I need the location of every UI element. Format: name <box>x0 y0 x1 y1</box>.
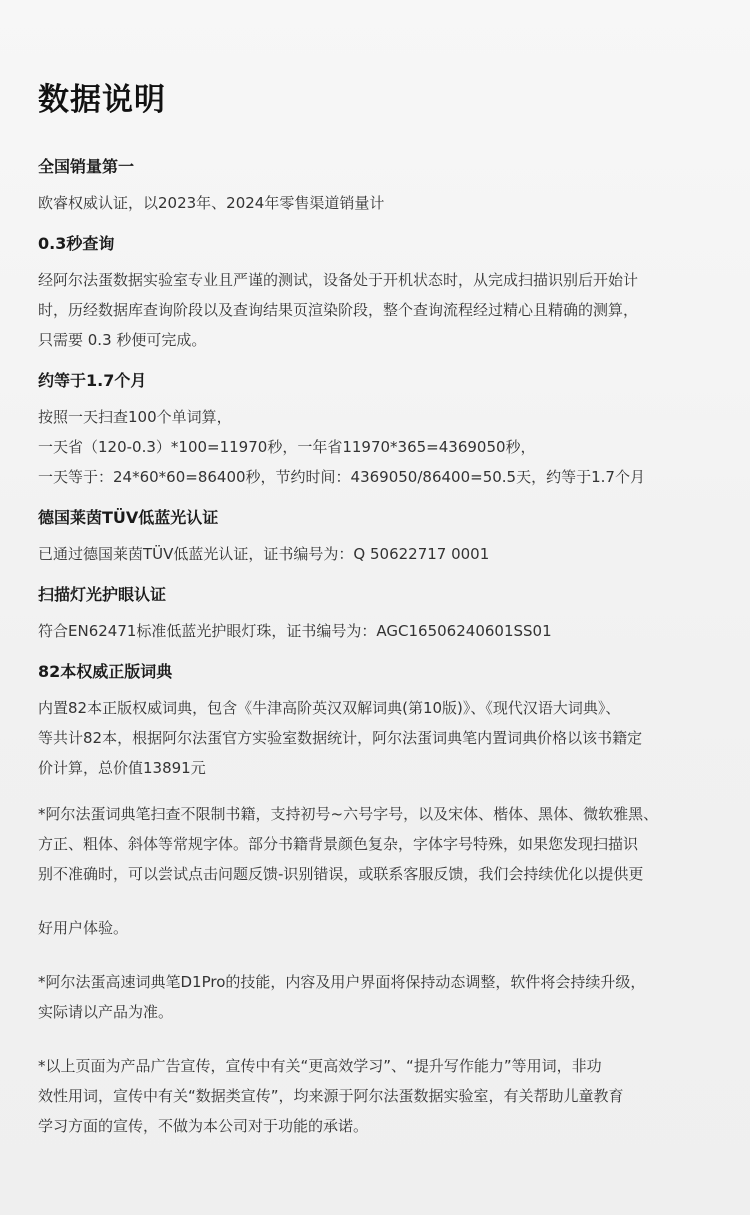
section-text-line: 内置82本正版权威词典，包含《牛津高阶英汉双解词典(第10版)》、《现代汉语大词典》、 <box>38 699 621 717</box>
section-dictionaries <box>38 659 710 783</box>
section-text-line: 时，历经数据库查询阶段以及查询结果页渲染阶段，整个查询流程经过精心且精确的测算， <box>38 301 639 319</box>
page-title: 数据说明 <box>38 82 166 118</box>
section-text-line: 只需要 0.3 秒便可完成。 <box>38 331 207 349</box>
section-text-line: 价计算，总价值13891元 <box>38 759 206 777</box>
section-heading: 82本权威正版词典 <box>38 662 173 681</box>
section-text-line: 欧睿权威认证，以2023年、2024年零售渠道销量计 <box>38 194 385 212</box>
section-heading: 0.3秒查询 <box>38 234 115 253</box>
note-text-line: *阿尔法蛋词典笔扫查不限制书籍，支持初号~六号字号，以及宋体、楷体、黑体、微软雅黑、 <box>38 805 659 823</box>
note-text-line: 学习方面的宣传，不做为本公司对于功能的承诺。 <box>38 1117 369 1135</box>
section-tuv-certification <box>38 505 710 569</box>
note-scan-support-continued <box>38 913 710 943</box>
note-product-updates <box>38 967 710 1027</box>
section-text-line: 符合EN62471标准低蓝光护眼灯珠，证书编号为：AGC16506240601SS01 <box>38 622 552 640</box>
section-sales-rank <box>38 154 710 218</box>
note-scan-support <box>38 799 710 889</box>
section-text-line: 按照一天扫查100个单词算， <box>38 408 232 426</box>
note-advertising-disclaimer <box>38 1051 710 1141</box>
section-text-line: 一天等于：24*60*60=86400秒，节约时间：4369050/86400=50.5天，约等于1.7个月 <box>38 468 645 486</box>
section-query-speed <box>38 231 710 355</box>
section-text-line: 已通过德国莱茵TÜV低蓝光认证，证书编号为：Q 50622717 0001 <box>38 545 490 563</box>
section-heading: 全国销量第一 <box>38 157 135 176</box>
section-heading: 约等于1.7个月 <box>38 371 147 390</box>
note-text-line: 实际请以产品为准。 <box>38 1003 174 1021</box>
note-text-line: 效性用词，宣传中有关“数据类宣传”，均来源于阿尔法蛋数据实验室，有关帮助儿童教育 <box>38 1087 624 1105</box>
section-text-line: 经阿尔法蛋数据实验室专业且严谨的测试，设备处于开机状态时，从完成扫描识别后开始计 <box>38 271 639 289</box>
note-text-line: 方正、粗体、斜体等常规字体。部分书籍背景颜色复杂，字体字号特殊，如果您发现扫描识 <box>38 835 639 853</box>
section-time-saved <box>38 368 710 492</box>
section-text-line: 等共计82本，根据阿尔法蛋官方实验室数据统计，阿尔法蛋词典笔内置词典价格以该书籍定 <box>38 729 643 747</box>
note-text-line: *以上页面为产品广告宣传，宣传中有关“更高效学习”、“提升写作能力”等用词，非功 <box>38 1057 602 1075</box>
section-heading: 扫描灯光护眼认证 <box>38 585 167 604</box>
section-heading: 德国莱茵TÜV低蓝光认证 <box>38 508 219 527</box>
note-text-line: 好用户体验。 <box>38 919 129 937</box>
section-eye-protection <box>38 582 710 646</box>
section-text-line: 一天省（120-0.3）*100=11970秒，一年省11970*365=4369050秒， <box>38 438 536 456</box>
note-text-line: 别不准确时，可以尝试点击问题反馈-识别错误，或联系客服反馈，我们会持续优化以提供更 <box>38 865 644 883</box>
note-text-line: *阿尔法蛋高速词典笔D1Pro的技能，内容及用户界面将保持动态调整，软件将会持续升级， <box>38 973 646 991</box>
